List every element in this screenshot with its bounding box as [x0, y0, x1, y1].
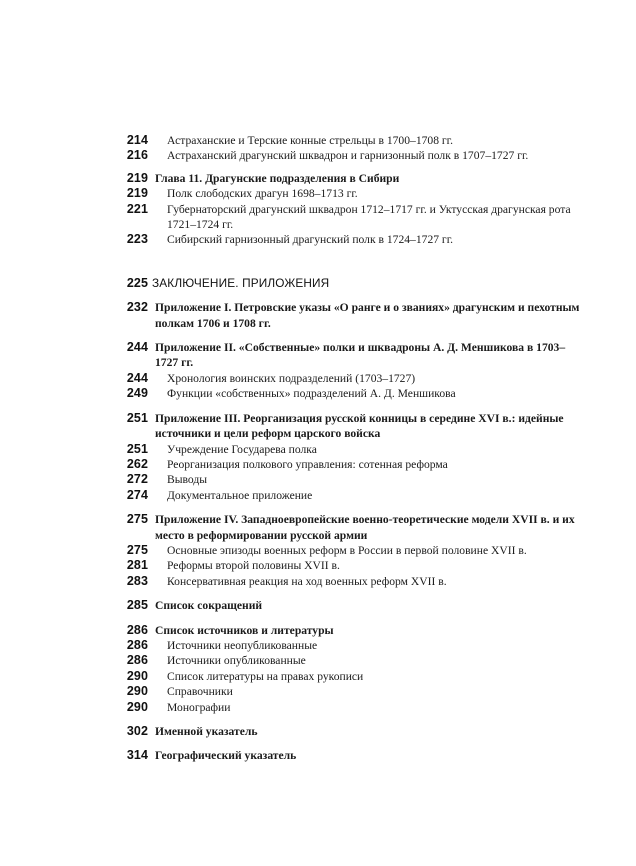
toc-entry-label: Список литературы на правах рукописи: [167, 669, 364, 683]
toc-entry[interactable]: [0, 638, 636, 653]
toc-page-number: 219: [126, 186, 148, 201]
toc-entry-label: Документальное приложение: [167, 488, 313, 502]
toc-page-number: 225: [126, 275, 148, 290]
toc-page-number: 290: [126, 684, 148, 699]
toc-group-spacer: [0, 715, 636, 724]
toc-entry-label: Хронология воинских подразделений (1703–1727): [167, 371, 416, 385]
toc-entry-label: полкам 1706 и 1708 гг.: [155, 316, 271, 330]
toc-entry-label: Учреждение Государева полка: [167, 442, 317, 456]
toc-entry-label: Основные эпизоды военных реформ в России в первой половине XVII в.: [167, 543, 527, 557]
toc-entry-label: Консервативная реакция на ход военных реформ XVII в.: [167, 574, 447, 588]
toc-entry[interactable]: [0, 700, 636, 715]
toc-page-number: 232: [126, 300, 148, 315]
toc-entry[interactable]: [0, 623, 636, 638]
toc-entry-label: Губернаторский драгунский шквадрон 1712–1717 гг. и Уктусская драгунская рота: [167, 202, 571, 216]
toc-page-number: 272: [126, 472, 148, 487]
toc-group-spacer: [0, 291, 636, 300]
toc-entry-label: Список источников и литературы: [155, 623, 334, 637]
toc-page-number: 223: [126, 232, 148, 247]
toc-entry-label: место в реформировании русской армии: [155, 528, 368, 542]
toc-page-number: 283: [126, 573, 148, 588]
toc-page-number: 274: [126, 487, 148, 502]
toc-entry-label: Функции «собственных» подразделений А. Д. Меншикова: [167, 387, 456, 401]
toc-page-number: 244: [126, 340, 148, 355]
toc-entry[interactable]: [0, 457, 636, 472]
toc-group-spacer: [0, 739, 636, 748]
toc-entry[interactable]: [0, 186, 636, 201]
toc-entry[interactable]: [0, 202, 636, 217]
toc-entry[interactable]: [0, 528, 636, 543]
toc-entry[interactable]: [0, 558, 636, 573]
toc-entry[interactable]: [0, 340, 636, 355]
toc-entry-label: Полк слободских драгун 1698–1713 гг.: [167, 187, 358, 201]
toc-entry[interactable]: [0, 171, 636, 186]
toc-page-number: 251: [126, 410, 148, 425]
toc-entry[interactable]: [0, 684, 636, 699]
toc-page-number: 221: [126, 201, 148, 216]
toc-entry-label: Реорганизация полкового управления: сотенная реформа: [167, 457, 448, 471]
toc-entry-label: Источники неопубликованные: [167, 638, 318, 652]
toc-entry-label: Географический указатель: [155, 749, 297, 763]
toc-page-number: 216: [126, 148, 148, 163]
toc-entry-label: источники и цели реформ царского войска: [155, 427, 381, 441]
toc-entry-label: 1727 гг.: [155, 356, 194, 370]
toc-page-number: 286: [126, 653, 148, 668]
toc-page-number: 214: [126, 133, 148, 147]
toc-page-number: 286: [126, 637, 148, 652]
toc-group-spacer: [0, 164, 636, 171]
toc-entry-label: 1721–1724 гг.: [167, 218, 234, 232]
toc-entry-label: Реформы второй половины XVII в.: [167, 559, 340, 573]
toc-page-number: 251: [126, 441, 148, 456]
toc-entry-label: Приложение IV. Западноевропейские военно-теоретические модели XVII в. и их: [155, 513, 575, 527]
toc-entry-label: Монографии: [167, 700, 231, 714]
toc-entry-label: Сибирский гарнизонный драгунский полк в 1724–1727 гг.: [167, 233, 454, 247]
toc-entry[interactable]: [0, 411, 636, 426]
toc-entry-label: ЗАКЛЮЧЕНИЕ. ПРИЛОЖЕНИЯ: [152, 275, 330, 290]
toc-entry[interactable]: [0, 426, 636, 441]
toc-entry[interactable]: [0, 488, 636, 503]
toc-entry-label: Справочники: [167, 685, 233, 699]
toc-entry[interactable]: [0, 148, 636, 163]
toc-entry[interactable]: [0, 598, 636, 613]
toc-entry-label: Список сокращений: [155, 599, 263, 613]
toc-page-number: 302: [126, 724, 148, 738]
toc-group-spacer: [0, 402, 636, 411]
toc-entry-label: Именной указатель: [155, 725, 258, 738]
toc-page-number: 314: [126, 748, 148, 763]
toc-entry[interactable]: [0, 574, 636, 589]
toc-entry-label: Астраханский драгунский шквадрон и гарнизонный полк в 1707–1727 гг.: [167, 149, 529, 163]
toc-entry-label: Выводы: [167, 473, 208, 487]
toc-entry-label: Глава 11. Драгунские подразделения в Сибири: [155, 171, 400, 185]
toc-entry[interactable]: [0, 724, 636, 739]
toc-entry[interactable]: [0, 543, 636, 558]
toc-entry[interactable]: [0, 669, 636, 684]
toc-entry[interactable]: [0, 232, 636, 247]
toc-page-number: 285: [126, 598, 148, 613]
toc-group-spacer: [0, 331, 636, 340]
toc-entry[interactable]: [0, 442, 636, 457]
toc-entry[interactable]: [0, 653, 636, 668]
toc-group-spacer: [0, 248, 636, 276]
toc-page-number: 249: [126, 386, 148, 401]
toc-page-number: 262: [126, 456, 148, 471]
table-of-contents: [0, 133, 636, 764]
toc-page-number: 281: [126, 558, 148, 573]
toc-entry[interactable]: [0, 276, 636, 291]
toc-page-number: 290: [126, 699, 148, 714]
toc-page-number: 275: [126, 512, 148, 527]
toc-entry-label: Астраханские и Терские конные стрельцы в 1700–1708 гг.: [167, 134, 454, 147]
toc-entry-label: Приложение I. Петровские указы «О ранге и о званиях» драгунским и пехотным: [155, 301, 580, 315]
toc-group-spacer: [0, 614, 636, 623]
toc-entry[interactable]: [0, 316, 636, 331]
toc-entry[interactable]: [0, 512, 636, 527]
toc-entry[interactable]: [0, 355, 636, 370]
toc-group-spacer: [0, 589, 636, 598]
toc-page-number: 219: [126, 170, 148, 185]
toc-entry-label: Источники опубликованные: [167, 654, 306, 668]
toc-entry[interactable]: [0, 371, 636, 386]
toc-entry-label: Приложение III. Реорганизация русской конницы в середине XVI в.: идейные: [155, 411, 564, 425]
toc-page-number: 290: [126, 668, 148, 683]
toc-page-number: 244: [126, 370, 148, 385]
toc-entry[interactable]: [0, 300, 636, 315]
toc-entry[interactable]: [0, 748, 636, 763]
toc-page-number: 286: [126, 622, 148, 637]
toc-entry[interactable]: [0, 217, 636, 232]
toc-entry-label: Приложение II. «Собственные» полки и шквадроны А. Д. Меншикова в 1703–: [155, 341, 566, 355]
toc-entry[interactable]: [0, 386, 636, 401]
toc-entry[interactable]: [0, 133, 636, 148]
toc-group-spacer: [0, 503, 636, 512]
toc-page-number: 275: [126, 542, 148, 557]
toc-entry[interactable]: [0, 472, 636, 487]
